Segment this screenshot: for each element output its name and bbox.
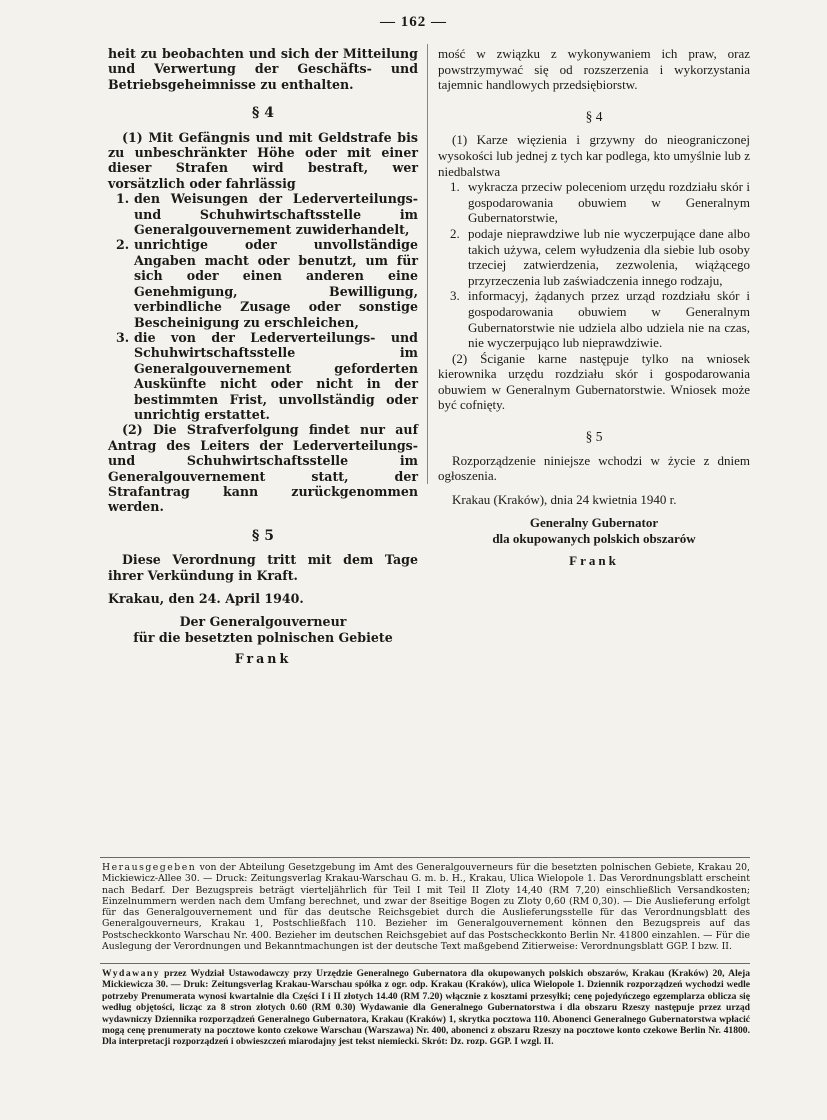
footer-polish-imprint [102,968,750,1048]
polish-column [438,46,750,568]
list-item-text: die von der Lederverteilungs- und Schuhwirtschaftsstelle im Generalgouvernement geforderten Auskünfte nicht oder nicht in der bestimmten Frist, unvollständig oder unrichtig erstattet. [134,329,418,422]
polish-section-5-title: § 5 [585,429,603,445]
german-signature-subtitle: für die besetzten polnischen Gebiete [133,629,393,645]
list-item-number: 3. [116,329,130,345]
polish-section-4-paragraph-2: (2) Ściganie karne następuje tylko na wniosek kierownika urzędu rozdziału skór i gospodarowania obuwiem w Generalnym Gubernatorstwie. Wniosek może być cofnięty. [438,350,750,413]
column-divider [427,44,428,484]
polish-section-4-list [450,179,750,351]
polish-section-4-paragraph-1: (1) Karze więzienia i grzywny do nieograniczonej wysokości lub jednej z tych kar podlega, kto umyślnie lub z niedbalstwa [438,132,750,179]
footer-german-lead: Herausgegeben [102,862,197,873]
polish-section-5-paragraph: Rozporządzenie niniejsze wchodzi w życie z dniem ogłoszenia. [438,452,750,484]
german-signature [108,614,418,666]
list-item-number: 1. [450,179,460,195]
list-item [450,288,750,350]
page-number: — 162 — [380,14,447,30]
polish-dateline: Krakau (Kraków), dnia 24 kwietnia 1940 r. [452,491,677,507]
german-signature-title: Der Generalgouverneur [179,614,347,630]
list-item-number: 2. [116,237,130,253]
footer-rule-top [100,857,750,858]
polish-signature-subtitle: dla okupowanych polskich obszarów [492,531,696,547]
list-item-text: den Weisungen der Lederverteilungs- und Schuhwirtschaftsstelle im Generalgouvernement zuwiderhandelt, [134,191,418,238]
german-signature-name: Frank [234,651,292,667]
list-item-number: 3. [450,288,460,304]
polish-signature-title: Generalny Gubernator [529,515,659,531]
german-section-4-paragraph-2: (2) Die Strafverfolgung findet nur auf Antrag des Leiters der Lederverteilungs- und Schuhwirtschaftsstelle im Generalgouvernement statt, der Strafantrag kann zurückgenommen werden. [108,422,418,515]
list-item-text: unrichtige oder unvollständige Angaben macht oder benutzt, um für sich oder einen anderen eine Genehmigung, Bewilligung, verbindliche Zusage oder sonstige Bescheinigung zu erschleichen, [134,237,418,330]
footer-rule-middle [100,963,750,964]
footer-german-text: von der Abteilung Gesetzgebung im Amt des Generalgouverneurs für die besetzten polnischen Gebiete, Krakau 20, Mickiewicz-Allee 30. — Druck: Zeitungsverlag Krakau-Warschau G. m. b. H., Krakau, Ulica Wielopole 1. Das Verordnungsblatt erscheint nach Bedarf. Der Bezugspreis beträgt vierteljährlich für Teil I mit Teil II Zloty 14,40 (RM 7,20) einschließlich Versandkosten; Einzelnummern werden nach dem Umfang berechnet, und zwar der 8seitige Bogen zu Zloty 0,60 (RM 0,30). — Die Auslieferung erfolgt für das Generalgouvernement und für das deutsche Reichsgebiet durch die Auslieferungsstelle für das Verordnungsblatt des Generalgouverneurs, Krakau 1, Postschließfach 110. Bezieher im Generalgouvernement können den Bezugspreis auf das Postscheckkonto Warschau Nr. 400. Bezieher im deutschen Reichsgebiet auf das Postscheckkonto Berlin Nr. 41800 einzahlen. — Für die Auslegung der Verordnungen und Bekanntmachungen ist der deutsche Text maßgebend Zitierweise: Verordnungsblatt GGP. I bzw. II. [102,862,750,953]
polish-intro: mość w związku z wykonywaniem ich praw, oraz powstrzymywać się od rozszerzenia i wykorzystania tajemnic handlowych przedsiębiorstw. [438,46,750,93]
list-item-text: podaje nieprawdziwe lub nie wyczerpujące dane albo takich używa, celem wyłudzenia dla siebie lub osoby trzeciej zatwierdzenia, zezwolenia, wiążącego przyrzeczenia lub zaświadczenia innego rodzaju, [468,225,750,288]
list-item-text: wykracza przeciw poleceniom urzędu rozdziału skór i gospodarowania obuwiem w Generalnym Gubernatorstwie, [468,179,750,226]
german-dateline: Krakau, den 24. April 1940. [108,591,304,606]
polish-signature [438,515,750,568]
list-item-text: informacyj, żądanych przez urząd rozdziału skór i gospodarowania obuwiem w Generalnym Gubernatorstwie nie udziela albo udziela nie na czas, nie wyczerpująco lub nieprawdziwie. [468,288,750,351]
german-intro: heit zu beobachten und sich der Mitteilung und Verwertung der Geschäfts- und Betriebsgeheimnisse zu enthalten. [108,46,418,92]
footer-german-imprint [102,862,750,952]
list-item [450,179,750,226]
list-item [116,237,418,329]
german-section-5-paragraph: Diese Verordnung tritt mit dem Tage ihrer Verkündung in Kraft. [108,552,418,583]
footer-polish-lead: Wydawany [102,968,161,979]
list-item [450,226,750,288]
german-section-4-list [116,191,418,422]
german-column [108,46,418,667]
polish-signature-name: Frank [569,552,619,568]
german-section-4-paragraph-1: (1) Mit Gefängnis und mit Geldstrafe bis zu unbeschränkter Höhe oder mit einer dieser Strafen wird bestraft, wer vorsätzlich oder fahrlässig [108,129,418,191]
list-item [116,330,418,422]
list-item-number: 1. [116,191,130,207]
german-section-4-title: § 4 [252,105,274,122]
polish-section-4-title: § 4 [585,108,603,124]
list-item [116,191,418,237]
german-section-5-title: § 5 [252,527,274,544]
footer-polish-text: przez Wydział Ustawodawczy przy Urzędzie Generalnego Gubernatora dla okupowanych polskich obszarów, Krakau (Kraków) 20, Aleja Mickiewicza 30. — Druk: Zeitungsverlag Krakau-Warschau spółka z ogr. odp. Krakau (Kraków), ulica Wielopole 1. Dziennik rozporządzeń wychodzi wedle potrzeby Prenumerata wynosi kwartalnie dla Części I i II złotych 14.40 (RM 7.20) włącznie z kosztami przesyłki; cenę pojedyńczego egzemplarza oblicza się według objętości, licząc za 8 stron złotych 0.60 (RM 0.30) Wydawanie dla Generalnego Gubernatorstwa i dla obszaru Rzeszy następuje przez urząd wydawniczy Dziennika rozporządzeń Generalnego Gubernatora, Krakau (Kraków) 1, skrytka pocztowa 110. Abonenci Generalnego Gubernatorstwa wpłacić mogą cenę prenumeraty na pocztowe konto czekowe Warschau (Warszawa) Nr. 400, abonenci z obszaru Rzeszy na pocztowe konto czekowe Berlin Nr. 41800. Dla interpretacji rozporządzeń i obwieszczeń miarodajny jest tekst niemiecki. Skrót: Dz. rozp. GGP. I wzgl. II. [102,968,750,1048]
list-item-number: 2. [450,225,460,241]
